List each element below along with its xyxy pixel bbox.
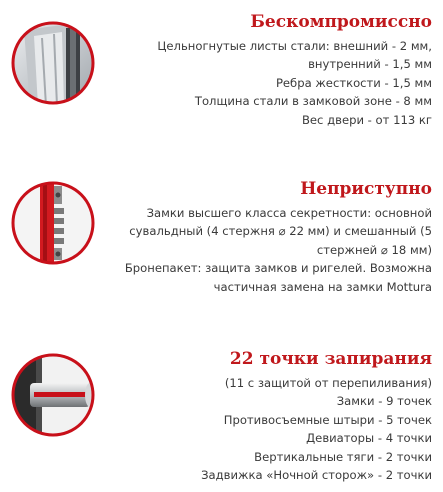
feature-block-impregnable xyxy=(0,160,443,320)
locking-bolt-icon xyxy=(10,352,96,438)
feature-line: Ребра жесткости - 1,5 мм xyxy=(275,75,432,90)
feature-line: Противосъемные штыри - 5 точек xyxy=(223,412,432,427)
lock-mechanism-icon xyxy=(10,180,96,266)
feature-block-uncompromising xyxy=(0,0,443,140)
feature-text xyxy=(157,11,432,129)
feature-line: Цельногнутые листы стали: внешний - 2 мм, xyxy=(157,39,432,53)
feature-line: стержней ⌀ 18 мм) xyxy=(316,242,432,257)
feature-line: Бронепакет: защита замков и ригелей. Возможна xyxy=(124,261,432,276)
feature-line: Девиаторы - 4 точки xyxy=(306,431,432,446)
feature-line: Замки - 9 точек xyxy=(336,394,432,409)
feature-line: (11 с защитой от перепиливания) xyxy=(224,376,432,390)
feature-line: Толщина стали в замковой зоне - 8 мм xyxy=(194,94,432,109)
feature-line: Задвижка «Ночной сторож» - 2 точки xyxy=(201,468,432,483)
feature-title: Бескомпромиссно xyxy=(250,12,432,32)
feature-block-locking-points xyxy=(0,330,443,492)
feature-line: внутренний - 1,5 мм xyxy=(308,57,432,72)
feature-line: сувальдный (4 стержня ⌀ 22 мм) и смешанный (5 xyxy=(129,224,432,239)
feature-line: частичная замена на замки Mottura xyxy=(213,279,432,294)
feature-line: Замки высшего класса секретности: основной xyxy=(146,206,432,220)
feature-line: Вес двери - от 113 кг xyxy=(301,112,432,127)
feature-text xyxy=(201,348,432,484)
feature-line: Вертикальные тяги - 2 точки xyxy=(254,449,432,464)
feature-text xyxy=(125,178,432,296)
feature-title: 22 точки запирания xyxy=(229,349,432,369)
feature-title: Неприступно xyxy=(300,179,432,199)
door-sheet-profile-icon xyxy=(10,20,96,106)
